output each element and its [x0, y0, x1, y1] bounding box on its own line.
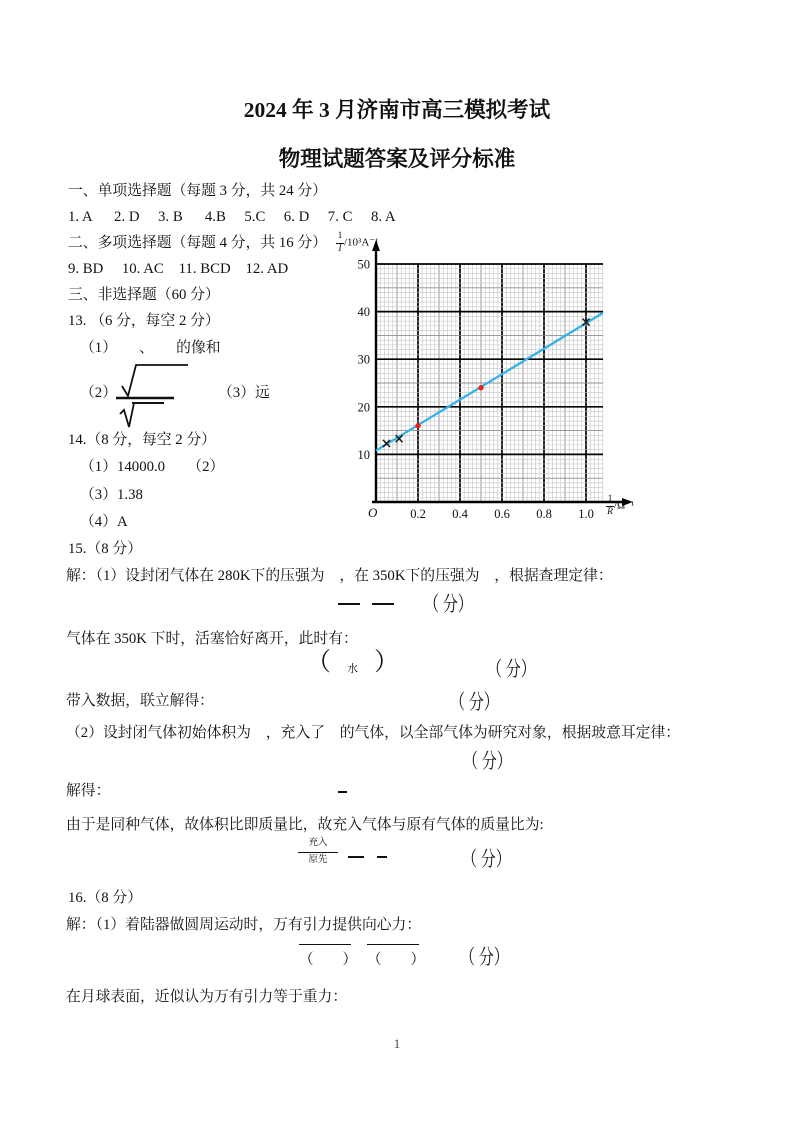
- close-paren: ）: [374, 649, 400, 676]
- fraction-num: 1: [607, 494, 613, 504]
- fraction-den: I: [338, 243, 342, 254]
- q13-answer-2-formula: [112, 356, 196, 432]
- q15-score-mark-2: （ 分）: [487, 659, 536, 682]
- q16-text-moon: 在月球表面，近似认为万有引力等于重力：: [66, 989, 348, 1005]
- shui-subscript: 水: [347, 663, 359, 675]
- q15-formula-bar-2: [372, 603, 394, 605]
- svg-text:40: 40: [357, 305, 370, 320]
- q15-ratio-fraction: [298, 838, 338, 867]
- fraction-bar: [367, 944, 419, 945]
- q14-answer-4: （4）A: [80, 514, 128, 530]
- section-2-heading: 二、多项选择题（每题 4 分，共 16 分）: [68, 235, 327, 251]
- open-paren: （: [306, 649, 332, 676]
- fraction-num: 1: [337, 231, 343, 241]
- y-axis-label: [336, 232, 378, 254]
- q15-formula-bar-3: [338, 791, 347, 793]
- svg-text:30: 30: [357, 352, 370, 367]
- q14-answer-1-2: （1）14000.0 （2）: [80, 459, 225, 475]
- svg-text:20: 20: [357, 400, 370, 415]
- q15-solution-step2: （2）设封闭气体初始体积为 ，充入了 的气体，以全部气体为研究对象，根据玻意耳定律：: [66, 725, 681, 741]
- ratio-numerator: 充入: [308, 838, 328, 848]
- chart: [336, 231, 654, 537]
- q15-score-mark-5: （ 分）: [462, 849, 511, 872]
- fraction-den: R: [607, 506, 613, 517]
- q13-heading: 13. （6 分，每空 2 分）: [68, 313, 220, 329]
- svg-text:0.2: 0.2: [410, 507, 426, 521]
- q14-heading: 14.（8 分，每空 2 分）: [68, 432, 216, 448]
- fraction-bar: [299, 944, 351, 945]
- page-subtitle: 物理试题答案及评分标准: [278, 147, 516, 171]
- section-1-heading: 一、单项选择题（每题 3 分，共 24 分）: [68, 183, 327, 199]
- q15-formula-paren-shui: [306, 649, 400, 679]
- svg-text:O: O: [368, 505, 378, 520]
- svg-text:50: 50: [357, 257, 370, 272]
- svg-text:10: 10: [357, 447, 370, 462]
- q15-score-mark-3: （ 分）: [450, 692, 499, 715]
- q16-fraction-2: [367, 944, 425, 969]
- q15-text-ratio: 由于是同种气体，故体积比即质量比，故充入气体与原有气体的质量比为:: [66, 817, 544, 833]
- q15-score-mark-4: （ 分）: [463, 751, 512, 774]
- section-2-answers: 9. BD 10. AC 11. BCD 12. AD: [68, 261, 289, 277]
- q16-heading: 16.（8 分）: [68, 890, 142, 906]
- chart-plot-area: [336, 237, 654, 537]
- section-3-heading: 三、非选择题（60 分）: [68, 287, 220, 303]
- x-axis-unit: /Ω⁻¹: [614, 499, 635, 512]
- q15-text-solve: 带入数据，联立解得：: [66, 693, 214, 709]
- q15-solution-step1: 解：（1）设封闭气体在 280K下的压强为 ，在 350K下的压强为 ，根据查理定律：: [66, 568, 613, 584]
- q15-formula-bar-4: [348, 856, 364, 858]
- y-axis-unit: /10³A⁻¹: [344, 236, 379, 249]
- q13-answer-3: （3）远: [218, 385, 270, 401]
- y-axis-fraction: [336, 232, 344, 254]
- x-axis-label: [606, 495, 634, 517]
- q16-solution-step1: 解：（1）着陆器做圆周运动时，万有引力提供向心力：: [66, 917, 422, 933]
- svg-text:1.0: 1.0: [578, 507, 594, 521]
- q13-answer-1: （1） 、 的像和: [80, 340, 221, 356]
- q15-jiede-label: 解得：: [66, 783, 111, 799]
- q13-answer-2-label: （2）: [80, 385, 117, 401]
- fraction-denominator: （ ）: [367, 952, 425, 968]
- fraction-denominator: （ ）: [299, 952, 357, 968]
- svg-text:0.8: 0.8: [536, 507, 552, 521]
- q16-fraction-1: [299, 944, 357, 969]
- x-axis-fraction: [606, 495, 614, 517]
- page-number: 1: [393, 1036, 401, 1051]
- q15-heading: 15.（8 分）: [68, 541, 142, 557]
- svg-text:0.6: 0.6: [494, 507, 510, 521]
- svg-text:0.4: 0.4: [452, 507, 468, 521]
- q14-answer-3: （3）1.38: [80, 487, 143, 503]
- fraction-bar: [298, 852, 338, 853]
- q15-formula-bar-1: [338, 603, 360, 605]
- q15-text-350k: 气体在 350K 下时，活塞恰好离开，此时有：: [66, 631, 358, 647]
- q15-score-mark-1: （ 分）: [424, 594, 473, 617]
- page-title: 2024 年 3 月济南市高三模拟考试: [243, 98, 551, 122]
- q15-formula-bar-5: [377, 856, 387, 858]
- section-1-answers: 1. A 2. D 3. B 4.B 5.C 6. D 7. C 8. A: [68, 209, 396, 225]
- ratio-denominator: 原先: [308, 854, 328, 865]
- q16-score-mark-1: （ 分）: [460, 947, 509, 970]
